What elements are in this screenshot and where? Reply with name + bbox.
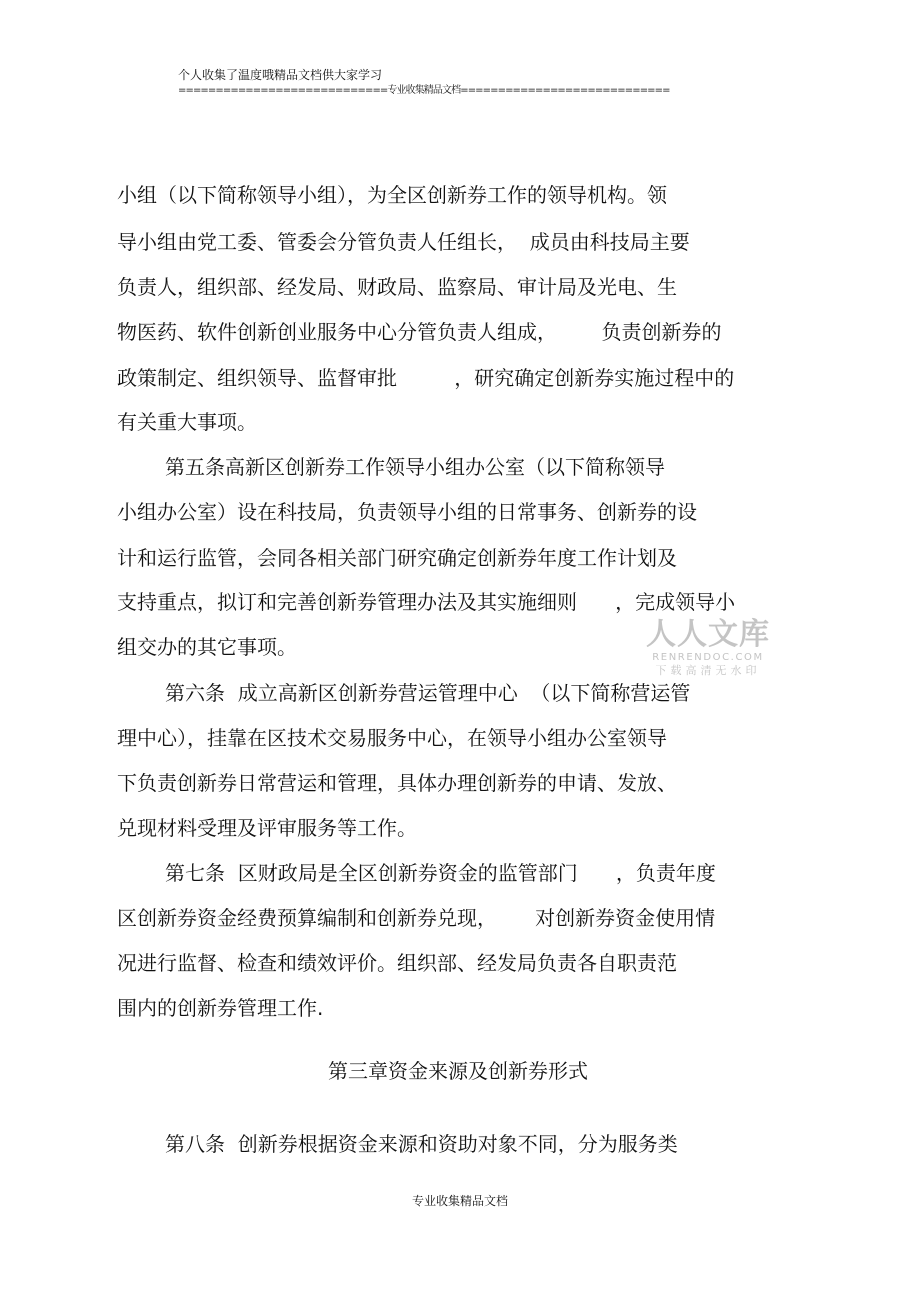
chapter-heading: 第三章资金来源及创新券形式	[328, 1059, 588, 1083]
text-line: 第五条高新区创新券工作领导小组办公室（以下简称领导	[165, 455, 665, 479]
header-rule: ============================专业收集精品文档============================	[178, 85, 670, 96]
watermark-tagline: 下载高清无水印	[655, 664, 761, 677]
text-line: 支持重点，拟订和完善创新券管理办法及其实施细则 ，完成领导小	[117, 590, 736, 614]
text-line: 区创新券资金经费预算编制和创新券兑现， 对创新券资金使用情	[117, 906, 716, 930]
text-line: 计和运行监管，会同各相关部门研究确定创新券年度工作计划及	[117, 546, 677, 570]
text-line: 组交办的其它事项。	[117, 635, 297, 659]
text-line: 况进行监督、检查和绩效评价。组织部、经发局负责各自职责范	[117, 951, 677, 975]
text-line: 小组办公室）设在科技局，负责领导小组的日常事务、创新券的设	[117, 500, 697, 524]
text-line: 第六条 成立高新区创新券营运管理中心 （以下简称营运管	[165, 681, 691, 705]
text-line: 围内的创新券管理工作.	[117, 996, 324, 1020]
watermark-title: 人人文库	[646, 617, 770, 652]
text-line: 第七条 区财政局是全区创新券资金的监管部门 ，负责年度	[165, 861, 716, 885]
watermark-logo	[646, 618, 770, 678]
text-line: 物医药、软件创新创业服务中心分管负责人组成， 负责创新券的	[117, 320, 722, 344]
watermark-domain: RENRENDOC.COM	[652, 652, 764, 663]
text-line: 政策制定、组织领导、监督审批 ，研究确定创新券实施过程中的	[117, 366, 735, 390]
header-title: 个人收集了温度哦精品文档供大家学习	[178, 68, 383, 82]
text-line: 兑现材料受理及评审服务等工作。	[117, 816, 417, 840]
text-line: 负责人，组织部、经发局、财政局、监察局、审计局及光电、生	[117, 275, 677, 299]
article-8-line: 第八条 创新券根据资金来源和资助对象不同，分为服务类	[165, 1132, 678, 1156]
text-line: 有关重大事项。	[117, 410, 257, 434]
text-line: 导小组由党工委、管委会分管负责人任组长， 成员由科技局主要	[117, 230, 690, 254]
text-line: 下负责创新券日常营运和管理，具体办理创新券的申请、发放、	[117, 771, 677, 795]
text-line: 理中心），挂靠在区技术交易服务中心，在领导小组办公室领导	[117, 726, 667, 750]
page-footer: 专业收集精品文档	[411, 1194, 508, 1208]
text-line: 小组（以下简称领导小组），为全区创新券工作的领导机构。领	[117, 183, 667, 207]
